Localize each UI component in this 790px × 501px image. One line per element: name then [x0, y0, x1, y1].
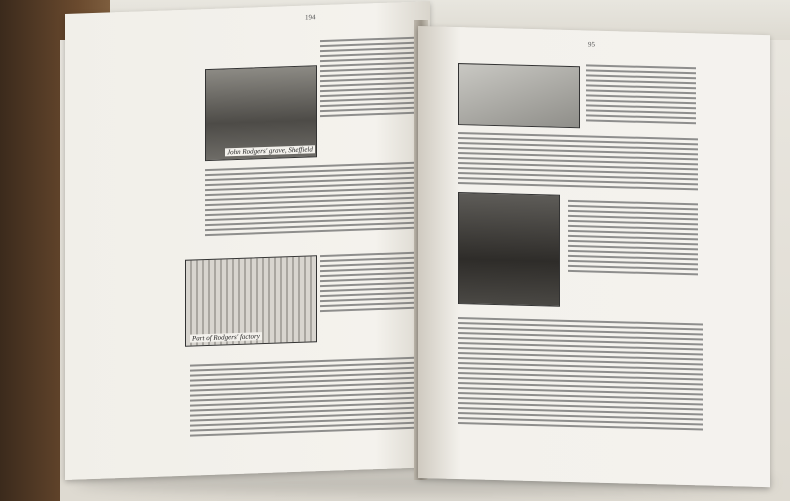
- right-body-text: [458, 132, 698, 193]
- right-page: [418, 26, 770, 487]
- missile-photo: [458, 63, 580, 128]
- worker-photo: [458, 192, 560, 307]
- right-page-number: 95: [588, 40, 595, 49]
- left-page-number: 194: [305, 13, 316, 22]
- factory-caption: Part of Rodgers' factory: [192, 332, 260, 343]
- left-body-text-bottom: [190, 357, 415, 440]
- right-body-text-bottom: [458, 317, 703, 433]
- left-column-text-top: [320, 37, 415, 120]
- left-column-text-mid: [320, 252, 415, 315]
- right-column-text-mid: [568, 200, 698, 278]
- left-page: [65, 1, 430, 480]
- grave-photo-caption: John Rodgers' grave, Sheffield: [227, 145, 313, 157]
- left-body-text: [205, 162, 415, 239]
- right-column-text-top: [586, 64, 696, 127]
